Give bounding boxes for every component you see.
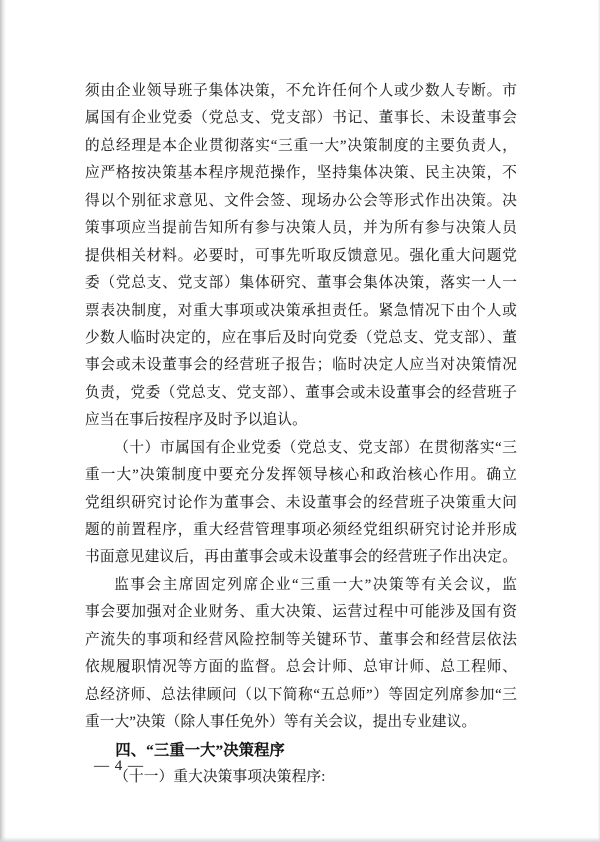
text-line: 依规履职情况等方面的监督。总会计师、总审计师、总工程师、: [85, 659, 517, 676]
page-number: — 4 —: [94, 758, 144, 774]
text-line: 总经济师、总法律顾问（以下简称“五总师”）等固定列席参加“三: [85, 686, 517, 703]
text-line: 重一大”决策制度中要充分发挥领导核心和政治核心作用。确立: [85, 467, 517, 484]
text-line: （十）市属国有企业党委（党总支、党支部）在贯彻落实“三: [114, 439, 517, 456]
text-line: 书面意见建议后，再由董事会或未设董事会的经营班子作出决定。: [85, 549, 517, 566]
text-line: 题的前置程序，重大经营管理事项必须经党组织研究讨论并形成: [85, 522, 517, 538]
text-line: 委（党总支、党支部）集体研究、董事会集体决策，落实一人一: [85, 275, 517, 292]
text-line: 应当在事后按程序及时予以追认。: [85, 412, 307, 429]
text-line: 须由企业领导班子集体决策，不允许任何个人或少数人专断。市: [85, 83, 517, 99]
text-line: 事会要加强对企业财务、重大决策、运营过程中可能涉及国有资: [85, 604, 517, 621]
section-heading: 四、“三重一大”决策程序: [115, 741, 285, 759]
page-left-edge: [0, 0, 6, 842]
text-line: 监事会主席固定列席企业“三重一大”决策等有关会议，监: [114, 576, 517, 593]
text-line: 的总经理是本企业贯彻落实“三重一大”决策制度的主要负责人，: [85, 137, 517, 154]
text-line: 负责，党委（党总支、党支部）、董事会或未设董事会的经营班子: [85, 384, 517, 401]
text-line: 产流失的事项和经营风险控制等关键环节、董事会和经营层依法: [85, 631, 517, 648]
text-line: 党组织研究讨论作为董事会、未设董事会的经营班子决策重大问: [85, 494, 517, 511]
text-line: 重一大”决策（除人事任免外）等有关会议，提出专业建议。: [85, 714, 477, 731]
text-line: （十一）重大决策事项决策程序:: [114, 768, 326, 785]
document-body: [85, 78, 517, 791]
text-line: 得以个别征求意见、文件会签、现场办公会等形式作出决策。决: [85, 192, 517, 209]
text-line: 事会或未设董事会的经营班子报告；临时决定人应当对决策情况: [85, 357, 517, 374]
text-line: 提供相关材料。必要时，可事先听取反馈意见。强化重大问题党: [85, 247, 517, 264]
text-line: 属国有企业党委（党总支、党支部）书记、董事长、未设董事会: [85, 110, 517, 127]
text-line: 应严格按决策基本程序规范操作，坚持集体决策、民主决策，不: [85, 165, 517, 182]
page-bottom-edge: [0, 837, 600, 842]
text-line: 策事项应当提前告知所有参与决策人员，并为所有参与决策人员: [85, 220, 517, 237]
text-line: 票表决制度，对重大事项或决策承担责任。紧急情况下由个人或: [85, 302, 517, 319]
text-line: 少数人临时决定的，应在事后及时向党委（党总支、党支部）、董: [85, 329, 517, 346]
